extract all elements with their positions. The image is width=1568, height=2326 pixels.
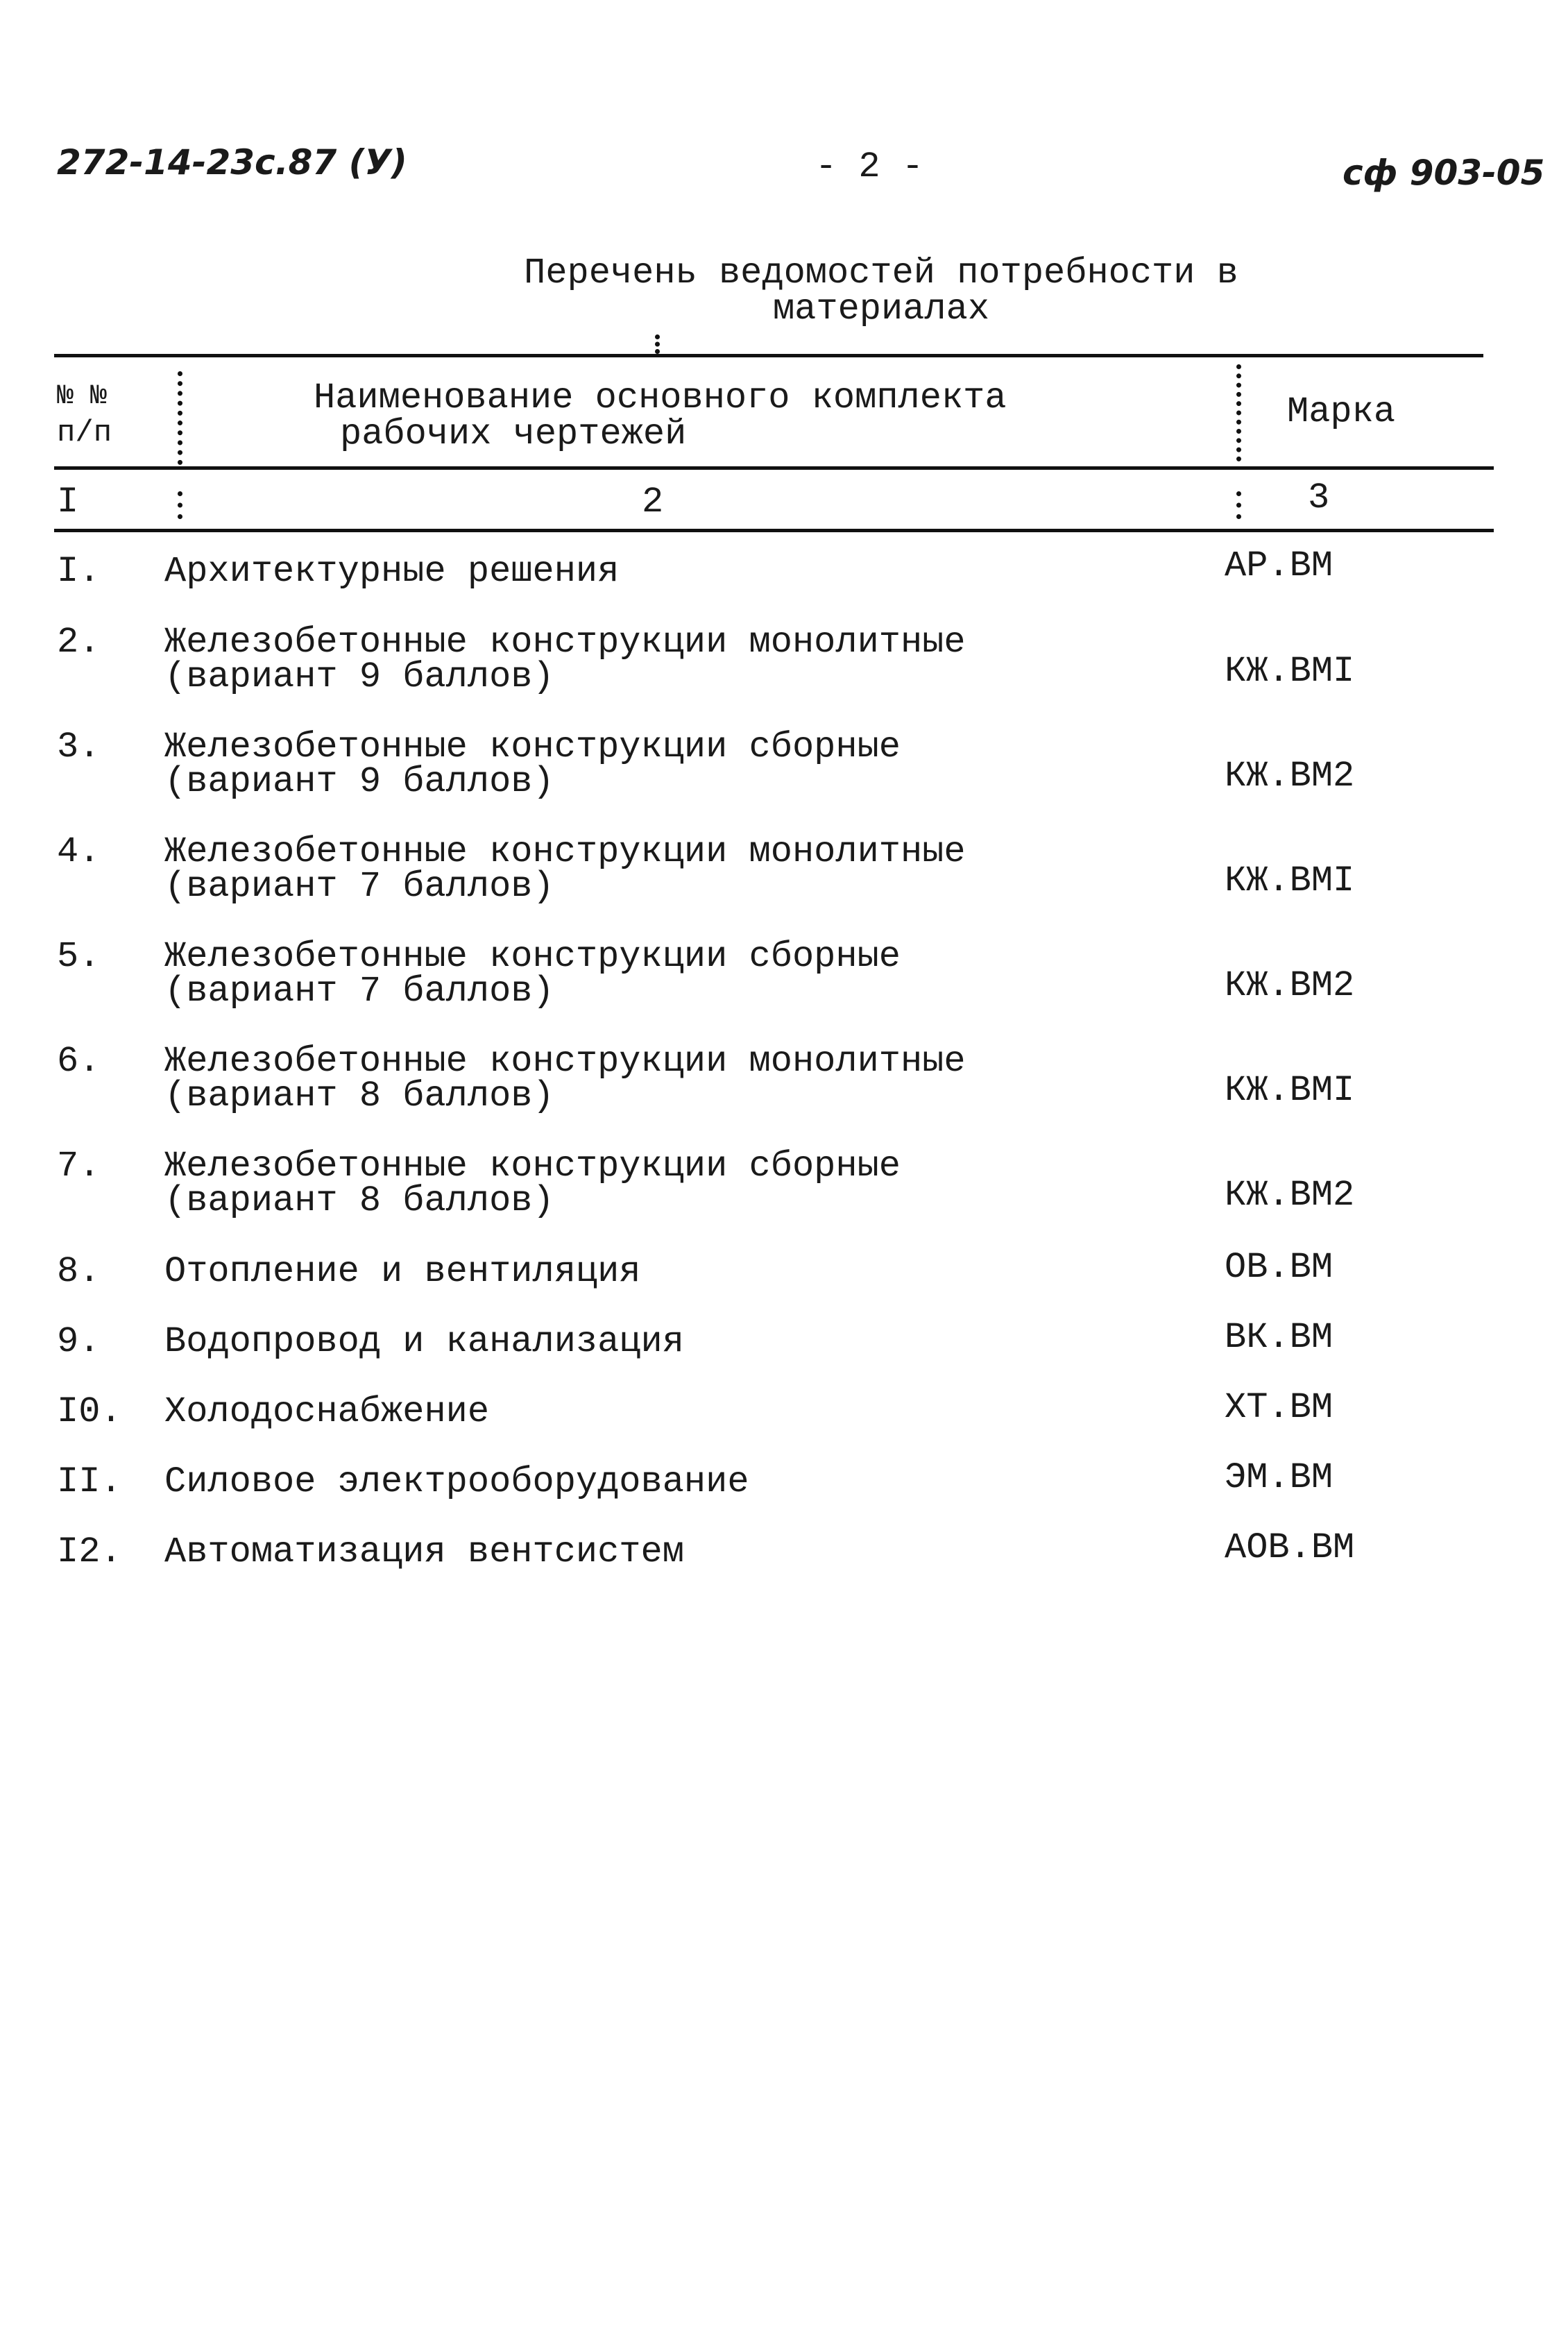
column-divider: [1236, 364, 1245, 461]
title-line-1: Перечень ведомостей потребности в: [524, 253, 1238, 294]
page-number: - 2 -: [815, 146, 924, 187]
row-number: I0.: [57, 1391, 122, 1432]
row-number: 8.: [57, 1251, 101, 1292]
column-number-2: 2: [642, 482, 664, 523]
row-name: Автоматизация вентсистем: [164, 1531, 684, 1572]
header-num-line2: п/п: [57, 416, 112, 450]
column-divider: [178, 371, 187, 465]
row-number: II.: [57, 1461, 122, 1502]
row-name: Водопровод и канализация: [164, 1321, 684, 1362]
row-mark: ВК.ВМ: [1225, 1317, 1333, 1358]
row-number: I2.: [57, 1531, 122, 1572]
row-number: I.: [57, 551, 101, 592]
row-mark: ХТ.ВМ: [1225, 1387, 1333, 1428]
row-name: Железобетонные конструкции сборные: [164, 727, 901, 767]
header-name-line2: рабочих чертежей: [340, 414, 687, 455]
row-mark: АОВ.ВМ: [1225, 1527, 1355, 1568]
row-name-variant: (вариант 8 баллов): [164, 1076, 554, 1117]
row-name-variant: (вариант 7 баллов): [164, 866, 554, 907]
document-code: 272-14-23с.87 (У): [57, 142, 407, 182]
row-mark: КЖ.ВМ2: [1225, 1175, 1355, 1216]
title-line-2: материалах: [772, 289, 990, 330]
row-name: Железобетонные конструкции монолитные: [164, 831, 966, 872]
column-divider: [178, 491, 187, 519]
row-mark: КЖ.ВМ2: [1225, 965, 1355, 1006]
row-name-variant: (вариант 9 баллов): [164, 656, 554, 697]
column-number-1: I: [57, 482, 79, 523]
row-name: Отопление и вентиляция: [164, 1251, 641, 1292]
row-name-variant: (вариант 8 баллов): [164, 1180, 554, 1221]
column-divider: [1236, 491, 1245, 519]
row-number: 3.: [57, 727, 101, 767]
column-divider: [655, 334, 664, 354]
row-name-variant: (вариант 9 баллов): [164, 761, 554, 802]
row-mark: КЖ.ВМI: [1225, 1070, 1355, 1111]
row-name: Железобетонные конструкции сборные: [164, 1146, 901, 1187]
sheet-code: сф 903-05: [1343, 153, 1545, 193]
row-number: 6.: [57, 1041, 101, 1082]
table-top-rule: [54, 354, 1483, 357]
row-name: Силовое электрооборудование: [164, 1461, 749, 1502]
row-number: 4.: [57, 831, 101, 872]
row-number: 5.: [57, 936, 101, 977]
row-name: Железобетонные конструкции монолитные: [164, 1041, 966, 1082]
row-name: Холодоснабжение: [164, 1391, 490, 1432]
row-name: Железобетонные конструкции монолитные: [164, 622, 966, 663]
row-number: 7.: [57, 1146, 101, 1187]
column-numbers-rule: [54, 529, 1494, 532]
row-mark: ЭМ.ВМ: [1225, 1457, 1333, 1498]
row-mark: КЖ.ВМ2: [1225, 756, 1355, 797]
column-number-3: 3: [1308, 477, 1330, 518]
header-rule: [54, 466, 1494, 470]
row-name: Железобетонные конструкции сборные: [164, 936, 901, 977]
row-mark: КЖ.ВМI: [1225, 860, 1355, 901]
row-mark: КЖ.ВМI: [1225, 651, 1355, 692]
row-number: 2.: [57, 622, 101, 663]
header-mark: Марка: [1287, 391, 1396, 432]
row-name: Архитектурные решения: [164, 551, 620, 592]
row-number: 9.: [57, 1321, 101, 1362]
header-name-line1: Наименование основного комплекта: [314, 377, 1007, 418]
row-mark: ОВ.ВМ: [1225, 1247, 1333, 1288]
row-mark: АР.ВМ: [1225, 545, 1333, 586]
header-num-line1: № №: [57, 381, 108, 412]
row-name-variant: (вариант 7 баллов): [164, 971, 554, 1012]
